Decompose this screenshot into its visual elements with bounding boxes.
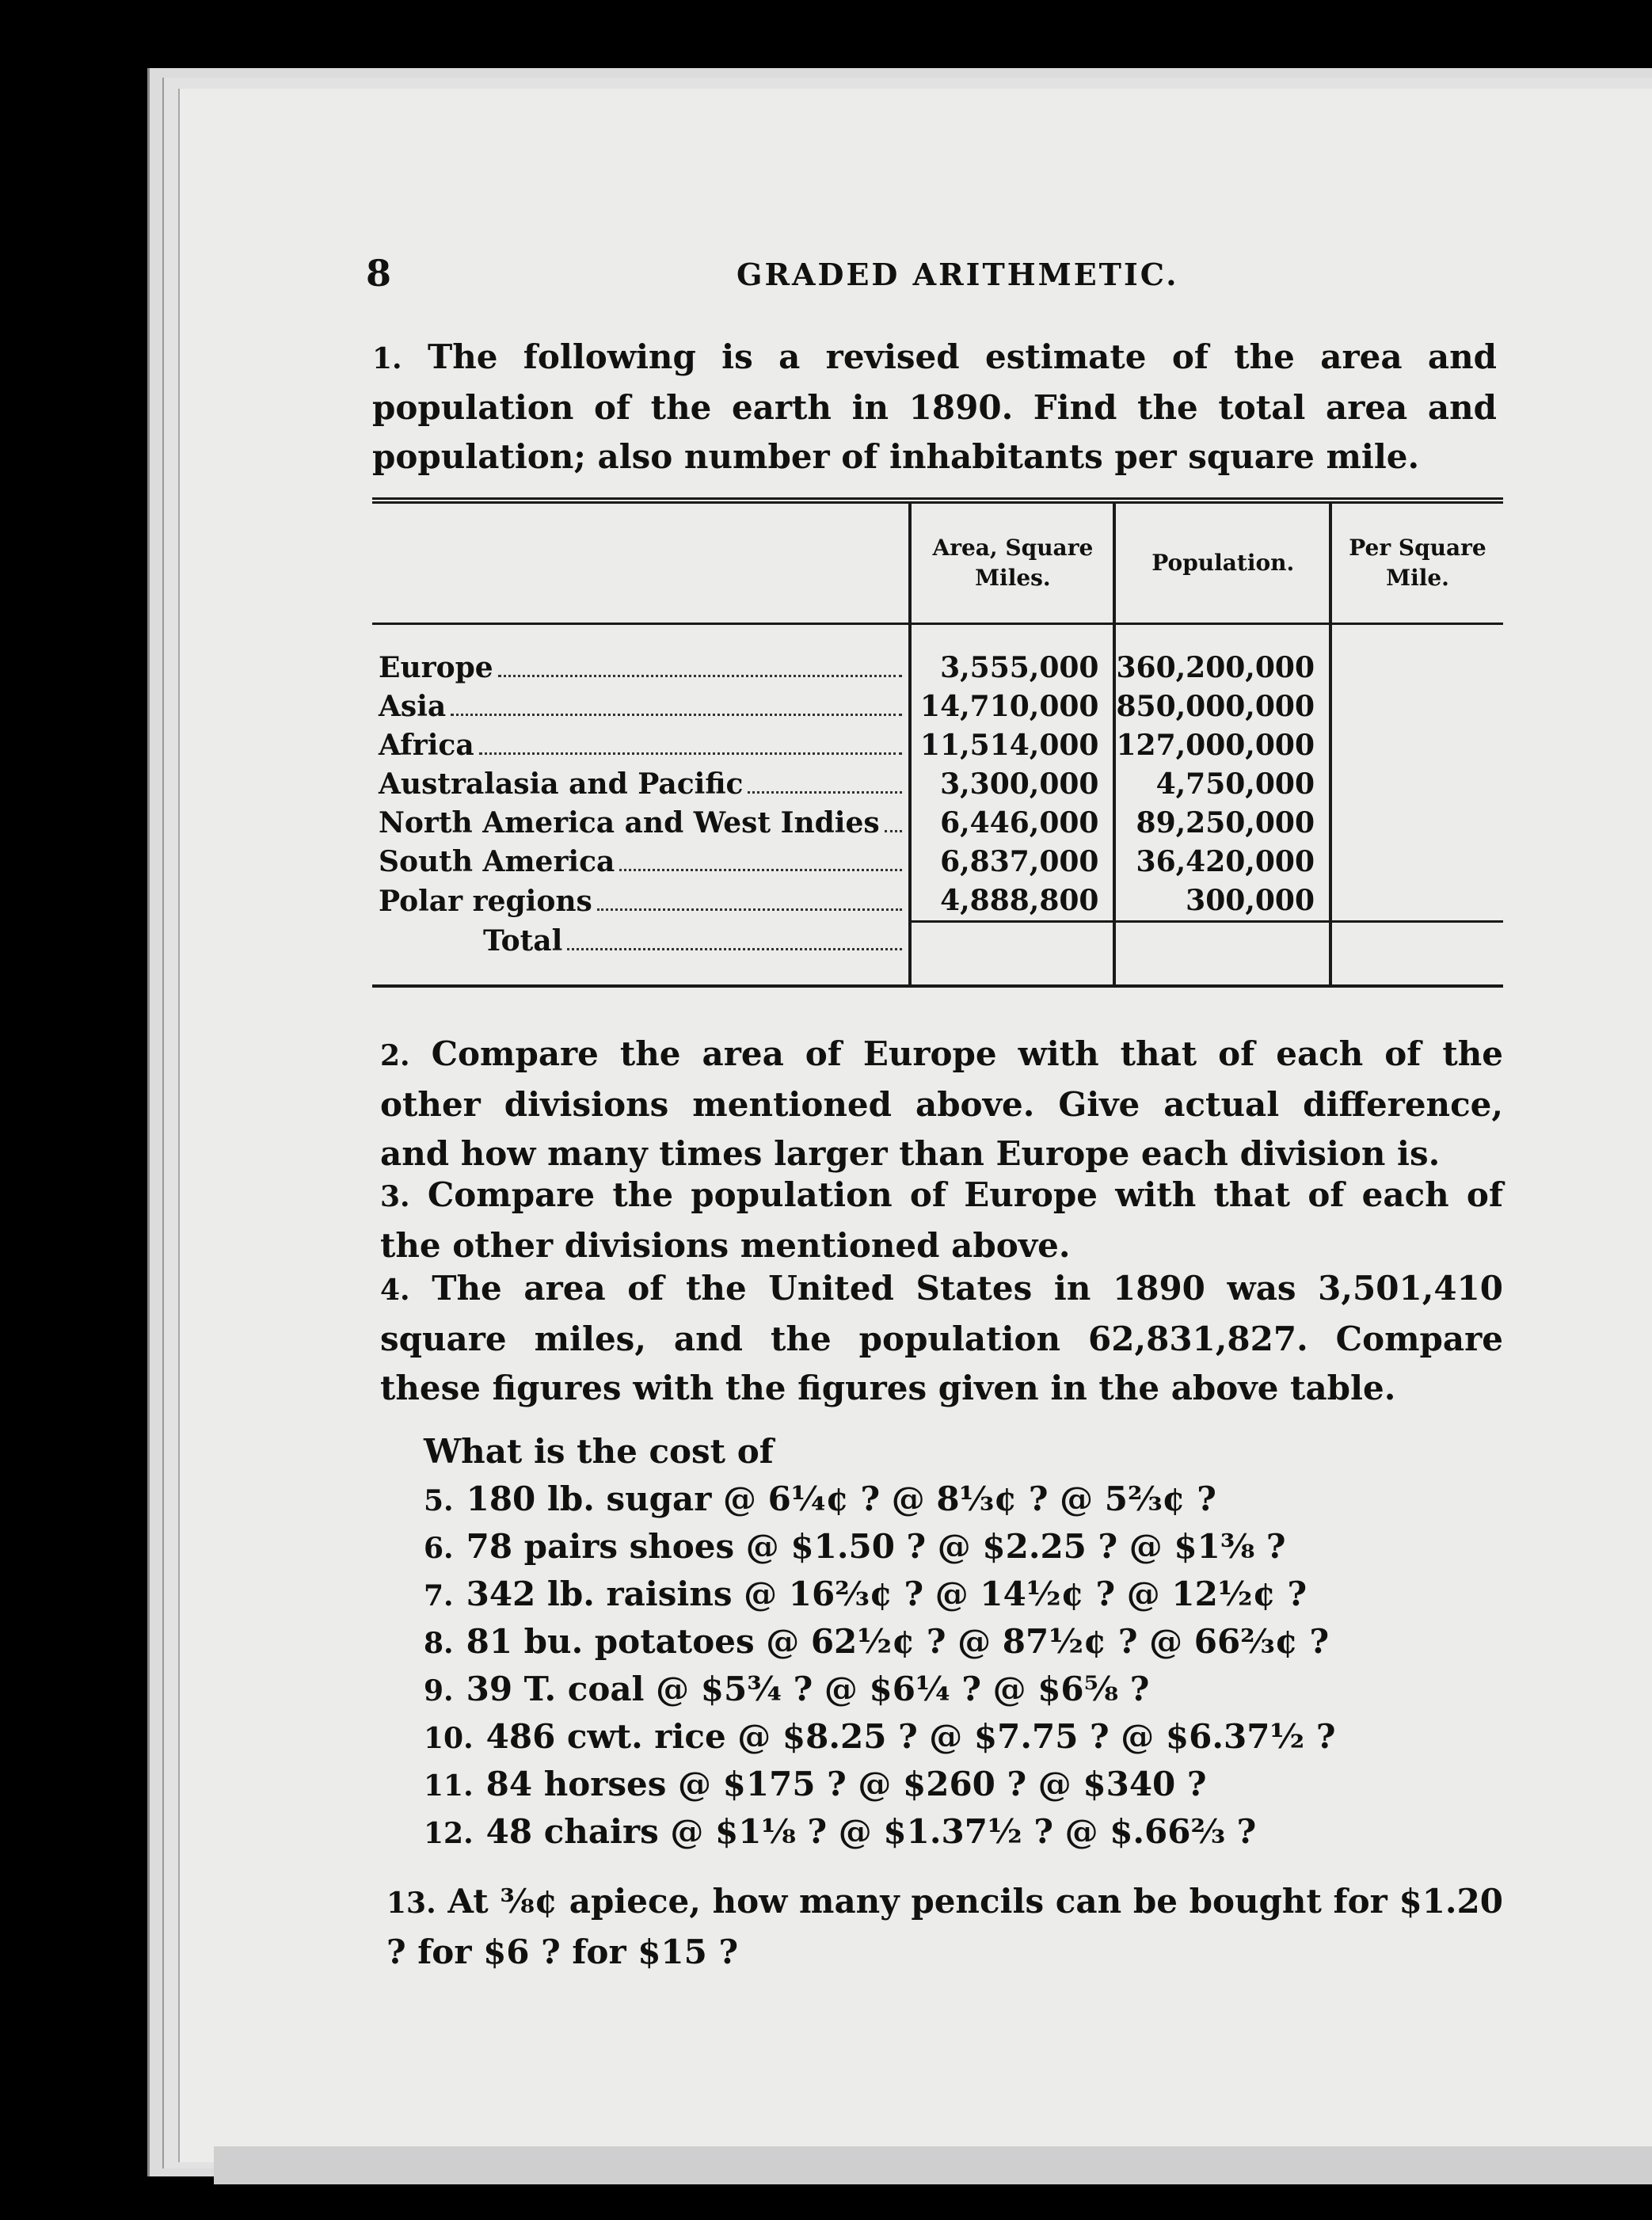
page-bottom-edge: [214, 2146, 1652, 2184]
problem-text: The following is a revised estimate of the area and population of the earth in 1890. Find the total area and population; also number of inhabitants per square mile.: [372, 337, 1497, 476]
header-per-square-mile: Per Square Mile.: [1330, 501, 1503, 624]
header-population: Population.: [1114, 501, 1330, 624]
problem-number: 4.: [380, 1274, 410, 1307]
problem-text: 81 bu. potatoes @ 62½¢ ? @ 87½¢ ? @ 66⅔¢ ?: [466, 1622, 1330, 1661]
total-row: [372, 922, 1503, 986]
table-row: [372, 765, 1503, 804]
book-title: GRADED ARITHMETIC.: [737, 257, 1179, 292]
problem-text: 180 lb. sugar @ 6¼¢ ? @ 8⅓¢ ? @ 5⅔¢ ?: [466, 1479, 1216, 1518]
table-row: [372, 804, 1503, 843]
population-value: 4,750,000: [1114, 765, 1330, 804]
table-row: [372, 624, 1503, 688]
problem-9: [424, 1670, 1149, 1708]
problem-text: Compare the area of Europe with that of each of the other divisions mentioned above. Give actual difference, and how many times larger than Europe each division is.: [380, 1034, 1503, 1173]
table-header-row: [372, 501, 1503, 624]
population-value: 36,420,000: [1114, 843, 1330, 882]
problem-3: [380, 1171, 1503, 1270]
division-name: South America: [379, 845, 615, 878]
division-name: North America and West Indies: [379, 806, 880, 840]
division-name: Australasia and Pacific: [379, 767, 744, 801]
problem-number: 5.: [424, 1484, 454, 1517]
area-value: 14,710,000: [910, 687, 1114, 726]
problem-number: 12.: [424, 1817, 474, 1850]
area-value: 6,837,000: [910, 843, 1114, 882]
area-value: 11,514,000: [910, 726, 1114, 765]
problem-number: 1.: [372, 342, 402, 375]
division-name: Europe: [379, 651, 493, 684]
problem-7: [424, 1575, 1307, 1613]
problem-text: 84 horses @ $175 ? @ $260 ? @ $340 ?: [485, 1765, 1207, 1803]
problem-12: [424, 1812, 1256, 1851]
header-area: Area, Square Miles.: [910, 501, 1114, 624]
cost-intro: What is the cost of: [424, 1432, 774, 1471]
area-value: 6,446,000: [910, 804, 1114, 843]
problem-text: 342 lb. raisins @ 16⅔¢ ? @ 14½¢ ? @ 12½¢ ?: [466, 1575, 1308, 1613]
table-row: [372, 726, 1503, 765]
division-name: Africa: [379, 729, 474, 762]
problem-text: Compare the population of Europe with that of each of the other divisions mentioned above.: [380, 1175, 1504, 1265]
per-mile-cell: [1330, 882, 1503, 922]
problem-number: 3.: [380, 1180, 410, 1213]
problem-text: 486 cwt. rice @ $8.25 ? @ $7.75 ? @ $6.37½ ?: [485, 1717, 1336, 1756]
header-division: [372, 501, 910, 624]
population-value: 850,000,000: [1114, 687, 1330, 726]
problem-text: 48 chairs @ $1⅛ ? @ $1.37½ ? @ $.66⅔ ?: [485, 1812, 1257, 1851]
per-mile-cell: [1330, 765, 1503, 804]
problem-11: [424, 1765, 1207, 1803]
population-value: 360,200,000: [1114, 624, 1330, 688]
per-mile-cell: [1330, 726, 1503, 765]
total-population-cell: [1114, 922, 1330, 986]
area-value: 4,888,800: [910, 882, 1114, 922]
problem-4: [380, 1264, 1503, 1413]
problem-13: [386, 1877, 1503, 1977]
problem-8: [424, 1622, 1329, 1661]
division-name: Polar regions: [379, 884, 592, 918]
population-value: 89,250,000: [1114, 804, 1330, 843]
area-value: 3,300,000: [910, 765, 1114, 804]
problem-2: [380, 1030, 1503, 1179]
problem-text: The area of the United States in 1890 was 3,501,410 square miles, and the population 62,831,827. Compare these figures with the figures given in the above table.: [380, 1269, 1503, 1407]
table-row: [372, 882, 1503, 922]
area-value: 3,555,000: [910, 624, 1114, 688]
total-per-mile-cell: [1330, 922, 1503, 986]
per-mile-cell: [1330, 624, 1503, 688]
page-number: 8: [366, 252, 392, 295]
problem-number: 7.: [424, 1579, 454, 1613]
per-mile-cell: [1330, 687, 1503, 726]
problem-text: 78 pairs shoes @ $1.50 ? @ $2.25 ? @ $1⅜ ?: [466, 1527, 1286, 1566]
problem-text: 39 T. coal @ $5¾ ? @ $6¼ ? @ $6⅝ ?: [466, 1670, 1150, 1708]
table-row: [372, 687, 1503, 726]
population-value: 127,000,000: [1114, 726, 1330, 765]
running-header: [0, 252, 1652, 299]
problem-number: 10.: [424, 1722, 474, 1755]
area-population-table: [372, 497, 1503, 988]
total-area-cell: [910, 922, 1114, 986]
per-mile-cell: [1330, 804, 1503, 843]
problem-10: [424, 1717, 1335, 1756]
problem-text: At ⅜¢ apiece, how many pencils can be bought for $1.20 ? for $6 ? for $15 ?: [386, 1882, 1503, 1971]
total-label: Total: [483, 923, 563, 958]
problem-number: 8.: [424, 1627, 454, 1660]
problem-number: 13.: [386, 1887, 436, 1920]
problem-number: 9.: [424, 1674, 454, 1708]
problem-6: [424, 1527, 1286, 1566]
problem-number: 2.: [380, 1039, 410, 1072]
population-value: 300,000: [1114, 882, 1330, 922]
problem-1: [372, 333, 1497, 482]
division-name: Asia: [379, 690, 447, 723]
problem-5: [424, 1479, 1216, 1518]
per-mile-cell: [1330, 843, 1503, 882]
problem-number: 11.: [424, 1769, 474, 1803]
problem-number: 6.: [424, 1532, 454, 1565]
table-row: [372, 843, 1503, 882]
